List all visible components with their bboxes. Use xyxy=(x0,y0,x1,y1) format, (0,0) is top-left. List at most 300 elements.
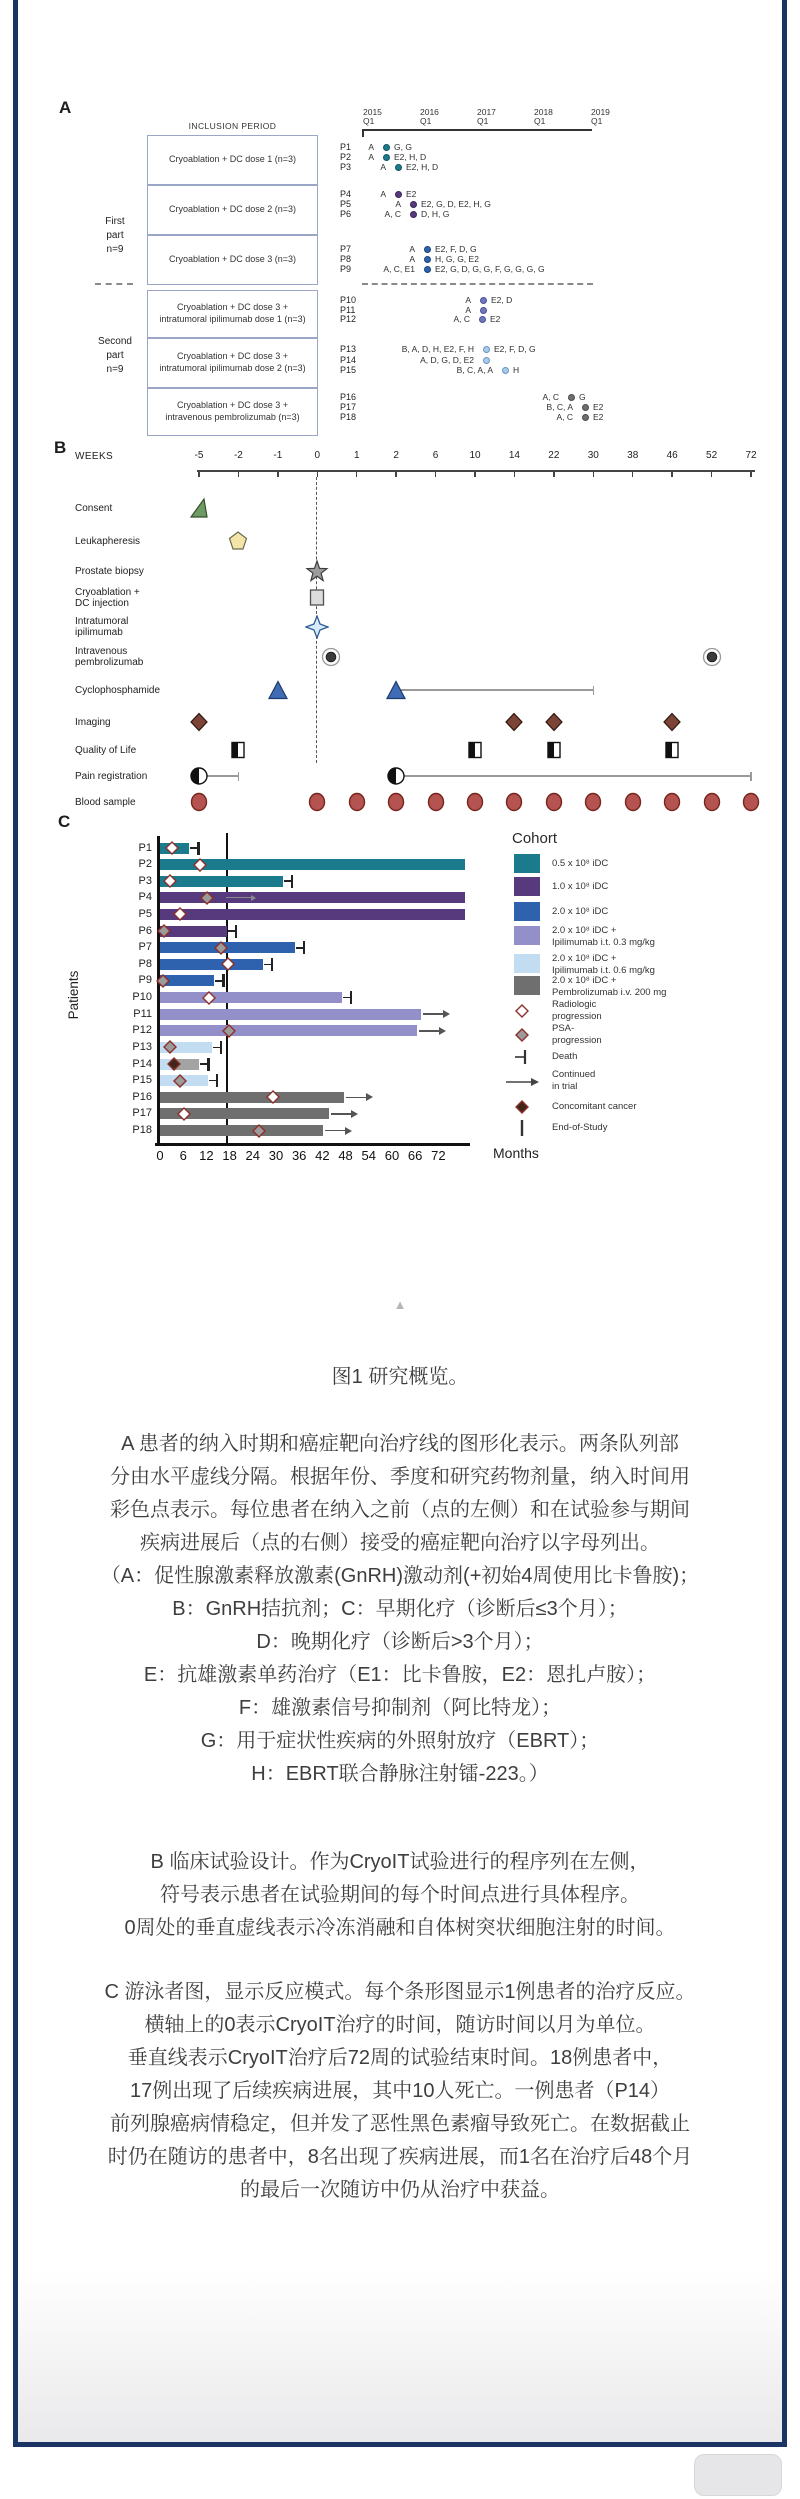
part-label: Second part n=9 xyxy=(98,336,132,375)
pre-treatment-letters: B, A, D, H, E2, F, H xyxy=(401,344,474,354)
death-marker-line xyxy=(264,964,271,966)
radiologic-progression-icon xyxy=(266,1090,280,1104)
panel-b-label: B xyxy=(54,438,67,457)
radiologic-progression-icon xyxy=(221,957,235,971)
xaxis-tick-label: 60 xyxy=(384,1148,400,1163)
psa-progression-icon xyxy=(200,891,214,905)
ipilimumab-star-icon xyxy=(305,615,329,639)
weeks-tick xyxy=(711,470,713,477)
swimmer-bar xyxy=(160,909,465,920)
blood-sample-icon xyxy=(700,790,724,814)
radiologic-progression-icon xyxy=(193,858,207,872)
legend-marker-label: Radiologic progression xyxy=(552,999,602,1022)
death-marker xyxy=(207,1058,209,1071)
timeline-quarter-label: Q1 xyxy=(477,116,489,126)
blood-sample-icon xyxy=(739,790,763,814)
swimmer-patient-label: P14 xyxy=(132,1057,152,1070)
weeks-tick-label: 38 xyxy=(627,450,639,461)
procedure-label: Consent xyxy=(75,502,113,514)
weeks-tick-label: 52 xyxy=(706,450,718,461)
weeks-tick xyxy=(277,470,279,477)
inclusion-dot xyxy=(480,297,487,304)
weeks-tick-label: -5 xyxy=(194,450,204,461)
patient-id-label: P12 xyxy=(340,314,357,324)
qol-square-icon xyxy=(463,738,487,762)
psa-progression-icon xyxy=(173,1074,187,1088)
post-treatment-letters: G, G xyxy=(394,142,412,152)
swimmer-patient-label: P13 xyxy=(132,1040,152,1053)
swimmer-patient-label: P18 xyxy=(132,1124,152,1137)
weeks-tick xyxy=(198,470,200,477)
weeks-tick xyxy=(593,470,595,477)
post-treatment-letters: G xyxy=(579,392,586,402)
procedure-label: Pain registration xyxy=(75,770,148,782)
pre-treatment-letters: A xyxy=(409,244,415,254)
pre-treatment-letters: A, C, E1 xyxy=(383,264,415,274)
swimmer-bar xyxy=(160,1025,417,1036)
imaging-diamond-icon xyxy=(502,710,526,734)
continued-arrow-line xyxy=(325,1130,345,1132)
legend-cohort-label: 0.5 x 10⁸ iDC xyxy=(552,858,609,869)
inclusion-dot xyxy=(410,211,417,218)
death-marker xyxy=(271,958,273,971)
duration-line xyxy=(396,689,593,691)
pre-treatment-letters: B, C, A xyxy=(546,402,573,412)
continued-arrow-head xyxy=(439,1027,446,1035)
xaxis-tick-label: 30 xyxy=(268,1148,284,1163)
legend-swatch xyxy=(514,877,540,896)
weeks-tick xyxy=(395,470,397,477)
post-treatment-letters: E2, G, D, G, G, F, G, G, G, G xyxy=(435,264,545,274)
post-treatment-letters: E2 xyxy=(593,412,604,422)
qol-square-icon xyxy=(226,738,250,762)
legend-title: Cohort xyxy=(512,830,558,847)
blood-sample-icon xyxy=(424,790,448,814)
consent-triangle-icon xyxy=(187,496,211,520)
radiologic-progression-icon xyxy=(163,874,177,888)
inclusion-dot xyxy=(582,404,589,411)
legend-cohort-label: 2.0 x 10⁸ iDC xyxy=(552,906,609,917)
bottom-fade xyxy=(18,2270,782,2442)
pre-treatment-letters: B, C, A, A xyxy=(456,365,493,375)
weeks-tick-label: 2 xyxy=(393,450,399,461)
weeks-tick-label: 22 xyxy=(548,450,560,461)
cohort-box: Cryoablation + DC dose 3 + intratumoral ipilimumab dose 1 (n=3) xyxy=(147,290,318,338)
weeks-tick-label: 0 xyxy=(314,450,321,461)
patient-id-label: P6 xyxy=(340,209,352,219)
swimmer-patient-label: P16 xyxy=(132,1090,152,1103)
xaxis-tick-label: 48 xyxy=(338,1148,353,1163)
pre-treatment-letters: A, D, G, D, E2 xyxy=(420,355,474,365)
psa-progression-icon xyxy=(252,1124,266,1138)
cyclophosphamide-triangle-icon xyxy=(384,678,408,702)
patient-id-label: P4 xyxy=(340,189,352,199)
patient-id-label: P16 xyxy=(340,392,357,402)
pre-treatment-letters: A xyxy=(380,189,386,199)
pre-treatment-letters: A xyxy=(395,199,401,209)
duration-end-cap xyxy=(238,772,240,781)
timeline-quarter-label: Q1 xyxy=(534,116,546,126)
caption-title: 图1 研究概览。 xyxy=(331,1366,469,1388)
part-label: First part n=9 xyxy=(105,216,125,255)
card-border-bottom xyxy=(13,2442,787,2447)
continued-arrow-line xyxy=(423,1013,443,1015)
qol-square-icon xyxy=(542,738,566,762)
inclusion-dot xyxy=(395,191,402,198)
xaxis-tick-label: 36 xyxy=(291,1148,307,1163)
cohort-box: Cryoablation + DC dose 3 (n=3) xyxy=(147,235,318,285)
xaxis-tick-label: 18 xyxy=(222,1148,237,1163)
xaxis-tick-label: 24 xyxy=(245,1148,261,1163)
swimmer-patient-label: P1 xyxy=(138,841,152,854)
timeline-year-label: 2018 xyxy=(534,107,553,117)
legend-swatch xyxy=(514,954,540,973)
death-marker-line xyxy=(213,1047,220,1049)
swimmer-bar xyxy=(160,959,263,970)
swimmer-bar xyxy=(160,992,342,1003)
weeks-tick-label: 10 xyxy=(469,450,481,461)
caption-line-a: H：EBRT联合静脉注射镭-223。） xyxy=(251,1763,549,1785)
psa-progression-icon xyxy=(222,1024,236,1038)
inclusion-dot xyxy=(582,414,589,421)
pain-halfcircle-icon xyxy=(187,764,211,788)
pembrolizumab-circle-icon xyxy=(700,645,724,669)
panel-c-label: C xyxy=(58,812,71,831)
xaxis-line xyxy=(155,1143,470,1146)
patient-id-label: P14 xyxy=(340,355,357,365)
cohort-box: Cryoablation + DC dose 1 (n=3) xyxy=(147,135,318,185)
death-icon xyxy=(513,1048,531,1066)
caption-line-b: 0周处的垂直虚线表示冷冻消融和自体树突状细胞注射的时间。 xyxy=(124,1917,676,1939)
inline-arrow-head xyxy=(251,895,256,901)
procedure-label: Leukapheresis xyxy=(75,535,141,547)
weeks-tick-label: 1 xyxy=(353,450,360,461)
continued-arrow-line xyxy=(419,1030,439,1032)
death-marker-line xyxy=(284,880,291,882)
death-marker-line xyxy=(209,1080,216,1082)
inclusion-dot xyxy=(424,256,431,263)
death-marker xyxy=(222,974,224,987)
swimmer-patient-label: P3 xyxy=(138,874,152,887)
caption-line-a: G：用于症状性疾病的外照射放疗（EBRT）； xyxy=(200,1730,600,1752)
xaxis-tick-label: 12 xyxy=(199,1148,214,1163)
inclusion-dot xyxy=(383,154,390,161)
patient-id-label: P5 xyxy=(340,199,352,209)
cyclophosphamide-triangle-icon xyxy=(266,678,290,702)
blood-sample-icon xyxy=(542,790,566,814)
patient-id-label: P3 xyxy=(340,162,352,172)
imaging-diamond-icon xyxy=(542,710,566,734)
post-treatment-letters: E2 xyxy=(593,402,604,412)
caption-line-b: B 临床试验设计。作为CryoIT试验进行的程序列在左侧， xyxy=(150,1851,650,1873)
inclusion-dot xyxy=(483,346,490,353)
weeks-tick xyxy=(514,470,516,477)
swimmer-patient-label: P4 xyxy=(138,891,152,904)
legend-marker-label: Continued in trial xyxy=(552,1069,596,1092)
swimmer-patient-label: P11 xyxy=(133,1007,152,1020)
biopsy-star-icon xyxy=(305,559,329,583)
timeline-year-label: 2016 xyxy=(420,107,439,117)
caption-line-a: 彩色点表示。每位患者在纳入之前（点的左侧）和在试验参与期间 xyxy=(110,1499,690,1521)
blood-sample-icon xyxy=(621,790,645,814)
duration-end-cap xyxy=(750,772,752,781)
patient-id-label: P10 xyxy=(340,295,357,305)
inclusion-dot xyxy=(568,394,575,401)
continued-arrow-line xyxy=(346,1097,366,1099)
pain-halfcircle-icon xyxy=(384,764,408,788)
caption-line-a: （A：促性腺激素释放激素(GnRH)激动剂(+初始4周使用比卡鲁胺)； xyxy=(100,1565,700,1587)
procedure-label: Cyclophosphamide xyxy=(75,684,161,696)
weeks-tick xyxy=(238,470,240,477)
pre-treatment-letters: A, C xyxy=(556,412,573,422)
death-marker xyxy=(220,1041,222,1054)
inclusion-dot xyxy=(480,307,487,314)
continued-arrow-head xyxy=(345,1127,352,1135)
blood-sample-icon xyxy=(581,790,605,814)
inclusion-dot xyxy=(383,144,390,151)
procedure-label: Quality of Life xyxy=(75,744,137,756)
blood-sample-icon xyxy=(502,790,526,814)
psa-progression-icon xyxy=(157,924,171,938)
legend-marker-label: Death xyxy=(552,1051,578,1062)
blood-sample-icon xyxy=(463,790,487,814)
swimmer-patient-label: P17 xyxy=(132,1107,152,1120)
caption-line-a: A 患者的纳入时期和癌症靶向治疗线的图形化表示。两条队列部 xyxy=(121,1433,679,1455)
inclusion-dot xyxy=(424,246,431,253)
blood-sample-icon xyxy=(660,790,684,814)
caption-line-b: 符号表示患者在试验期间的每个时间点进行具体程序。 xyxy=(160,1884,640,1906)
continued-in-trial-icon xyxy=(505,1075,539,1087)
death-marker xyxy=(235,925,237,938)
radiologic-progression-icon xyxy=(173,907,187,921)
inclusion-period-title: INCLUSION PERIOD xyxy=(188,121,277,131)
post-treatment-letters: E2, F, D, G xyxy=(435,244,477,254)
radiologic-progression-icon xyxy=(202,991,216,1005)
post-treatment-letters: E2, H, D xyxy=(406,162,439,172)
psa-progression-icon xyxy=(156,974,170,988)
xaxis-tick-label: 0 xyxy=(156,1148,164,1163)
leukapheresis-pentagon-icon xyxy=(226,529,250,553)
swimmer-bar xyxy=(160,876,283,887)
corner-button[interactable] xyxy=(694,2454,782,2496)
procedure-label: Imaging xyxy=(75,716,111,728)
concomitant-cancer-icon xyxy=(515,1100,529,1114)
procedure-label: Intravenous pembrolizumab xyxy=(75,646,144,668)
pre-treatment-letters: A xyxy=(368,142,374,152)
radiologic-progression-icon xyxy=(515,1004,529,1018)
xaxis-tick-label: 6 xyxy=(179,1148,187,1163)
xaxis-tick-label: 66 xyxy=(407,1148,423,1163)
death-marker xyxy=(216,1074,218,1087)
cryoablation-square-icon xyxy=(305,586,329,610)
weeks-tick xyxy=(474,470,476,477)
imaging-diamond-icon xyxy=(187,710,211,734)
post-treatment-letters: E2, D xyxy=(491,295,513,305)
caption-line-a: D：晚期化疗（诊断后>3个月）； xyxy=(256,1631,544,1653)
timeline-axis xyxy=(362,129,592,131)
swimmer-bar xyxy=(160,1125,323,1136)
xaxis-tick-label: 72 xyxy=(431,1148,446,1163)
pre-treatment-letters: A xyxy=(465,295,471,305)
part-divider-dashed xyxy=(362,283,593,285)
weeks-tick xyxy=(435,470,437,477)
pre-treatment-letters: A xyxy=(409,254,415,264)
death-marker-line xyxy=(343,997,350,999)
timeline-axis-tick xyxy=(362,129,364,137)
swimmer-patient-label: P6 xyxy=(138,924,152,937)
continued-arrow-head xyxy=(443,1010,450,1018)
patient-id-label: P2 xyxy=(340,152,352,162)
post-treatment-letters: E2 xyxy=(490,314,501,324)
psa-progression-icon xyxy=(515,1028,529,1042)
post-treatment-letters: E2, F, D, G xyxy=(494,344,536,354)
death-marker-line xyxy=(190,847,197,849)
xaxis-tick-label: 54 xyxy=(361,1148,376,1163)
patient-id-label: P8 xyxy=(340,254,352,264)
legend-swatch xyxy=(514,926,540,945)
caption-line-a: E：抗雄激素单药治疗（E1：比卡鲁胺，E2：恩扎卢胺）； xyxy=(143,1664,657,1686)
weeks-tick xyxy=(317,470,319,477)
swimmer-patient-label: P7 xyxy=(138,941,152,954)
part-divider-dashed xyxy=(95,283,133,285)
swimmer-patient-label: P12 xyxy=(132,1024,152,1037)
inclusion-dot xyxy=(502,367,509,374)
legend-cohort-label: 1.0 x 10⁸ iDC xyxy=(552,881,609,892)
legend-cohort-label: 2.0 x 10⁸ iDC + Ipilimumab i.t. 0.3 mg/kg xyxy=(552,925,655,948)
patient-id-label: P17 xyxy=(340,402,357,412)
weeks-tick-label: 72 xyxy=(745,450,757,461)
continued-arrow-line xyxy=(331,1113,351,1115)
duration-end-cap xyxy=(593,686,595,695)
procedure-label: Intratumoral ipilimumab xyxy=(75,616,129,638)
pre-treatment-letters: A xyxy=(368,152,374,162)
procedure-label: Cryoablation + DC injection xyxy=(75,587,140,609)
caption-line-c: 17例出现了后续疾病进展，其中10人死亡。一例患者（P14） xyxy=(129,2080,671,2102)
cohort-box: Cryoablation + DC dose 3 + intravenous pembrolizumab (n=3) xyxy=(147,388,318,436)
legend-marker-label: PSA- progression xyxy=(552,1023,602,1046)
post-treatment-letters: H, G, G, E2 xyxy=(435,254,479,264)
swimmer-bar xyxy=(160,1009,421,1020)
weeks-tick xyxy=(632,470,634,477)
death-marker-line xyxy=(200,1063,207,1065)
swimmer-patient-label: P9 xyxy=(138,974,152,987)
weeks-tick xyxy=(356,470,358,477)
blood-sample-icon xyxy=(187,790,211,814)
timeline-year-label: 2017 xyxy=(477,107,496,117)
legend-marker-label: End-of-Study xyxy=(552,1122,608,1133)
patient-id-label: P13 xyxy=(340,344,357,354)
post-treatment-letters: E2, G, D, E2, H, G xyxy=(421,199,491,209)
inclusion-dot xyxy=(479,316,486,323)
post-treatment-letters: E2 xyxy=(406,189,417,199)
cohort-box: Cryoablation + DC dose 3 + intratumoral ipilimumab dose 2 (n=3) xyxy=(147,338,318,388)
swimmer-bar xyxy=(160,1092,344,1103)
caption-line-c: 前列腺癌病情稳定，但并发了恶性黑色素瘤导致死亡。在数据截止 xyxy=(110,2113,690,2135)
weeks-tick xyxy=(671,470,673,477)
legend-cohort-label: 2.0 x 10⁸ iDC + Ipilimumab i.t. 0.6 mg/kg xyxy=(552,953,655,976)
inclusion-dot xyxy=(395,164,402,171)
inclusion-dot xyxy=(410,201,417,208)
post-treatment-letters: H xyxy=(513,365,520,375)
panel-a-label: A xyxy=(59,98,72,117)
timeline-quarter-label: Q1 xyxy=(591,116,603,126)
blood-sample-icon xyxy=(305,790,329,814)
blood-sample-icon xyxy=(345,790,369,814)
duration-line xyxy=(396,775,751,777)
legend-cohort-label: 2.0 x 10⁸ iDC + Pembrolizumab i.v. 200 mg xyxy=(552,975,667,998)
caption-line-c: 垂直线表示CryoIT治疗后72周的试验结束时间。18例患者中， xyxy=(127,2047,673,2069)
end-of-study-icon xyxy=(518,1119,526,1137)
legend-swatch xyxy=(514,976,540,995)
death-marker xyxy=(303,941,305,954)
legend-swatch xyxy=(514,854,540,873)
blood-sample-icon xyxy=(384,790,408,814)
weeks-tick-label: 14 xyxy=(508,450,520,461)
swimmer-patient-label: P5 xyxy=(138,907,152,920)
caption-line-c: 的最后一次随访中仍从治疗中获益。 xyxy=(240,2179,560,2201)
death-marker-line xyxy=(228,930,235,932)
weeks-tick-label: 6 xyxy=(432,450,439,461)
caption-line-a: 分由水平虚线分隔。根据年份、季度和研究药物剂量，纳入时间用 xyxy=(110,1466,690,1488)
pre-treatment-letters: A xyxy=(380,162,386,172)
caption-line-c: C 游泳者图，显示反应模式。每个条形图显示1例患者的治疗反应。 xyxy=(104,1981,696,2003)
death-marker xyxy=(350,991,352,1004)
pre-treatment-letters: A, C xyxy=(453,314,470,324)
timeline-year-label: 2015 xyxy=(363,107,382,117)
weeks-tick-label: -2 xyxy=(233,450,243,461)
patient-id-label: P7 xyxy=(340,244,352,254)
procedure-label: Blood sample xyxy=(75,796,136,808)
patient-id-label: P15 xyxy=(340,365,357,375)
swimmer-patient-label: P2 xyxy=(138,858,152,871)
swimmer-patient-label: P10 xyxy=(132,991,152,1004)
card-border-right xyxy=(782,0,787,2447)
inclusion-dot xyxy=(483,357,490,364)
continued-arrow-head xyxy=(366,1093,373,1101)
death-marker xyxy=(291,875,293,888)
radiologic-progression-icon xyxy=(177,1107,191,1121)
procedure-label: Prostate biopsy xyxy=(75,565,144,577)
death-marker-line xyxy=(296,947,303,949)
death-marker xyxy=(197,842,199,855)
pre-treatment-letters: A xyxy=(465,305,471,315)
post-treatment-letters: E2, H, D xyxy=(394,152,427,162)
timeline-quarter-label: Q1 xyxy=(363,116,375,126)
patient-id-label: P9 xyxy=(340,264,352,274)
weeks-tick-label: 30 xyxy=(587,450,599,461)
pre-treatment-letters: A, C xyxy=(542,392,559,402)
radiologic-progression-icon xyxy=(165,841,179,855)
qol-square-icon xyxy=(660,738,684,762)
months-axis-label: Months xyxy=(493,1145,539,1161)
xaxis-tick-label: 42 xyxy=(315,1148,330,1163)
timeline-quarter-label: Q1 xyxy=(420,116,432,126)
inclusion-dot xyxy=(424,266,431,273)
imaging-diamond-icon xyxy=(660,710,684,734)
patient-id-label: P1 xyxy=(340,142,352,152)
collapse-figure-icon[interactable]: ▲ xyxy=(393,1297,407,1312)
legend-marker-label: Concomitant cancer xyxy=(552,1101,637,1112)
concomitant-cancer-icon xyxy=(167,1057,181,1071)
legend-swatch xyxy=(514,902,540,921)
inline-arrow-line xyxy=(226,897,251,898)
weeks-tick xyxy=(750,470,752,477)
psa-progression-icon xyxy=(214,941,228,955)
post-treatment-letters: D, H, G xyxy=(421,209,450,219)
caption-line-a: B：GnRH拮抗剂；C：早期化疗（诊断后≤3个月）； xyxy=(172,1598,628,1620)
weeks-axis-label: WEEKS xyxy=(75,451,114,462)
pembrolizumab-circle-icon xyxy=(319,645,343,669)
